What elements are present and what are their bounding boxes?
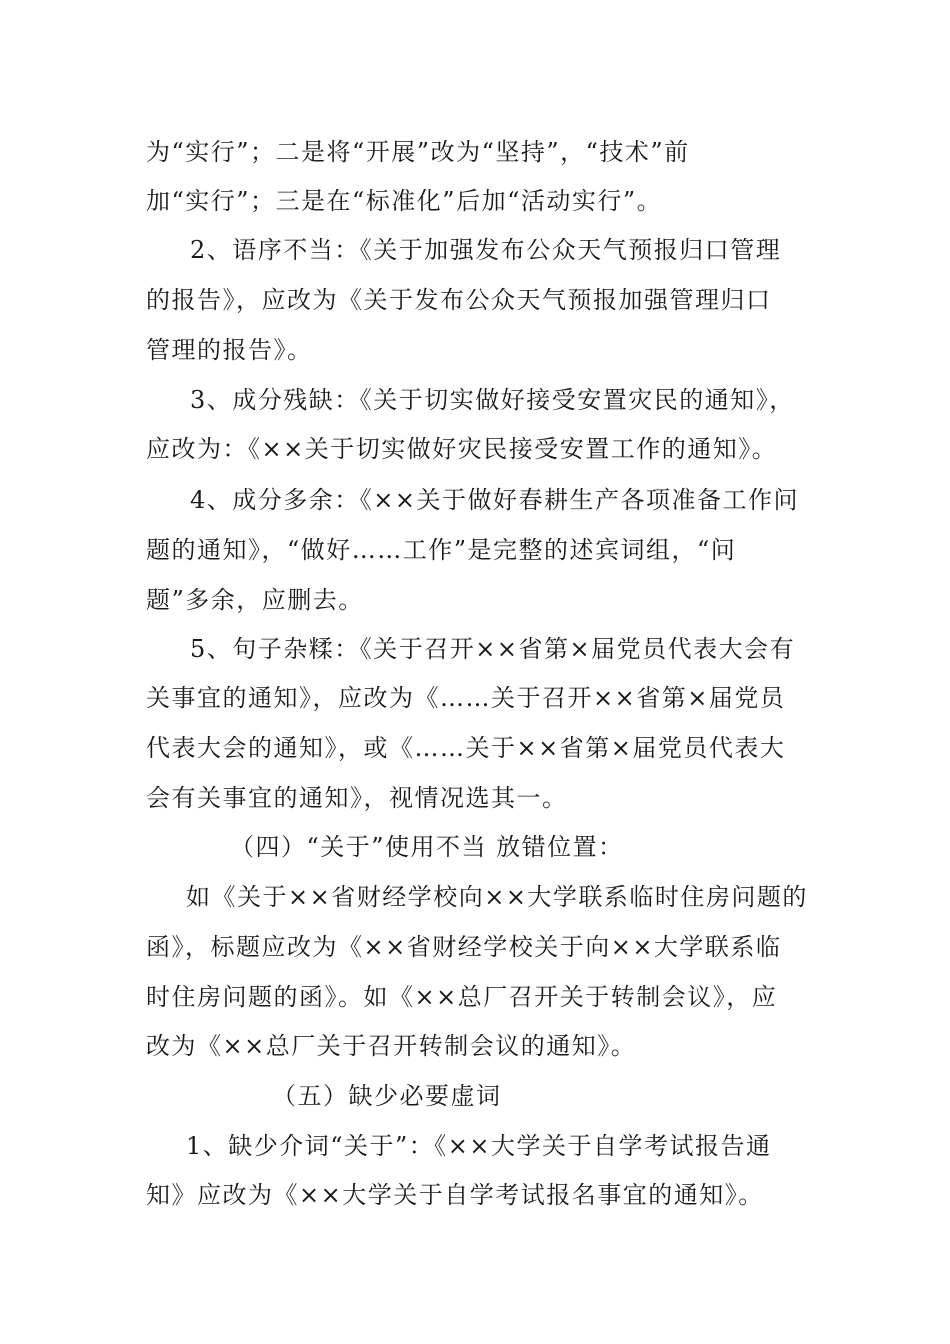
text-line: 1、缺少介词“关于”：《××大学关于自学考试报告通 (186, 1132, 772, 1160)
text-line: 关事宜的通知》，应改为《……关于召开××省第×届党员 (146, 684, 786, 712)
text-line: 应改为：《××关于切实做好灾民接受安置工作的通知》。 (146, 435, 778, 463)
text-line: 为“实行”；二是将“开展”改为“坚持”，“技术”前 (146, 138, 690, 166)
text-line: 管理的报告》。 (146, 336, 313, 364)
text-line: 2、语序不当：《关于加强发布公众天气预报归口管理 (190, 236, 782, 264)
text-line: 5、句子杂糅：《关于召开××省第×届党员代表大会有 (190, 635, 796, 663)
text-line: 会有关事宜的通知》，视情况选其一。 (146, 784, 568, 812)
section-heading: （四）“关于”使用不当 放错位置： (230, 833, 624, 861)
text-line: 题的通知》，“做好……工作”是完整的述宾词组，“问 (146, 536, 737, 564)
text-line: 时住房问题的函》。如《××总厂召开关于转制会议》，应 (146, 983, 778, 1011)
text-line: 加“实行”；三是在“标准化”后加“活动实行”。 (146, 187, 663, 215)
text-line: 4、成分多余：《××关于做好春耕生产各项准备工作问 (190, 486, 799, 514)
section-heading: （五）缺少必要虚词 (272, 1082, 502, 1110)
text-line: 代表大会的通知》，或《……关于××省第×届党员代表大 (146, 734, 786, 762)
text-line: 函》，标题应改为《××省财经学校关于向××大学联系临 (146, 933, 782, 961)
text-line: 知》应改为《××大学关于自学考试报名事宜的通知》。 (146, 1181, 764, 1209)
text-line: 改为《××总厂关于召开转制会议的通知》。 (146, 1032, 637, 1060)
text-line: 的报告》，应改为《关于发布公众天气预报加强管理归口 (146, 286, 772, 314)
text-line: 3、成分残缺：《关于切实做好接受安置灾民的通知》， (190, 386, 795, 414)
text-line: 如《关于××省财经学校向××大学联系临时住房问题的 (186, 883, 808, 911)
text-line: 题”多余，应删去。 (146, 586, 364, 614)
